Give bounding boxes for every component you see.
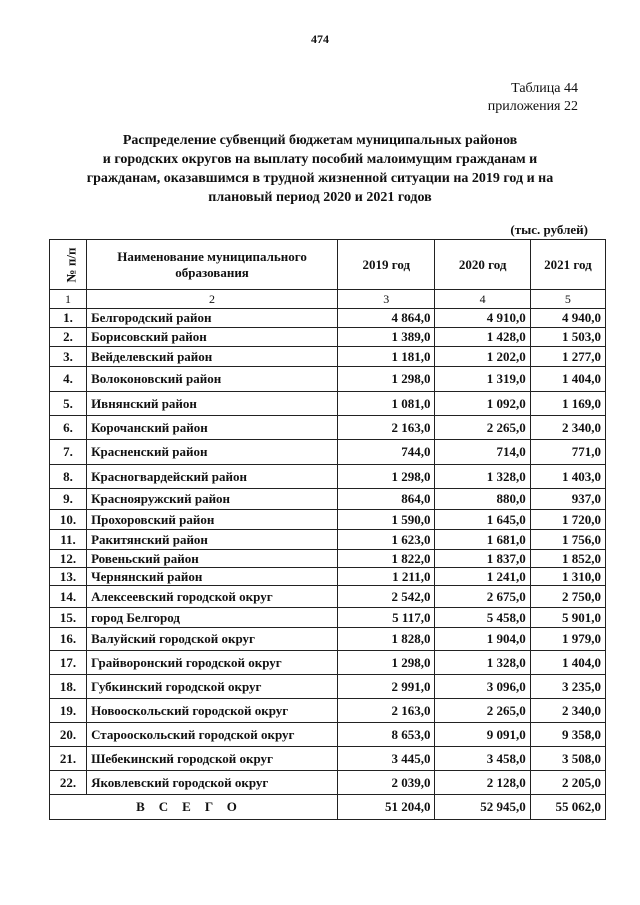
header-2020: 2020 год xyxy=(435,240,530,290)
value-2019: 2 039,0 xyxy=(338,771,435,795)
table-row xyxy=(50,530,606,550)
value-2019: 1 389,0 xyxy=(338,328,435,347)
value-2019: 1 081,0 xyxy=(338,392,435,416)
value-2020: 1 645,0 xyxy=(435,510,530,530)
value-2020: 1 681,0 xyxy=(435,530,530,550)
row-number: 9. xyxy=(50,489,87,510)
value-2021: 1 979,0 xyxy=(530,628,605,651)
row-number: 1. xyxy=(50,309,87,328)
value-2019: 1 298,0 xyxy=(338,367,435,392)
municipality-name: Алексеевский городской округ xyxy=(87,586,338,608)
table-row xyxy=(50,489,606,510)
value-2020: 1 428,0 xyxy=(435,328,530,347)
col-index-2: 2 xyxy=(87,290,338,309)
table-row xyxy=(50,465,606,489)
table-row xyxy=(50,771,606,795)
value-2019: 864,0 xyxy=(338,489,435,510)
value-2019: 2 163,0 xyxy=(338,416,435,440)
total-2021: 55 062,0 xyxy=(530,795,605,820)
value-2020: 2 128,0 xyxy=(435,771,530,795)
value-2019: 1 590,0 xyxy=(338,510,435,530)
row-number: 3. xyxy=(50,347,87,367)
value-2021: 9 358,0 xyxy=(530,723,605,747)
table-row xyxy=(50,328,606,347)
row-number: 18. xyxy=(50,675,87,699)
table-row xyxy=(50,416,606,440)
value-2021: 3 235,0 xyxy=(530,675,605,699)
table-row xyxy=(50,699,606,723)
row-number: 19. xyxy=(50,699,87,723)
row-number: 8. xyxy=(50,465,87,489)
value-2019: 744,0 xyxy=(338,440,435,465)
table-row xyxy=(50,628,606,651)
value-2021: 2 340,0 xyxy=(530,416,605,440)
value-2021: 2 340,0 xyxy=(530,699,605,723)
table-row xyxy=(50,309,606,328)
value-2021: 1 403,0 xyxy=(530,465,605,489)
row-number: 2. xyxy=(50,328,87,347)
municipality-name: Валуйский городской округ xyxy=(87,628,338,651)
value-2020: 1 092,0 xyxy=(435,392,530,416)
value-2021: 1 720,0 xyxy=(530,510,605,530)
value-2021: 1 277,0 xyxy=(530,347,605,367)
value-2020: 3 096,0 xyxy=(435,675,530,699)
value-2021: 1 404,0 xyxy=(530,367,605,392)
value-2021: 771,0 xyxy=(530,440,605,465)
municipality-name: Старооскольский городской округ xyxy=(87,723,338,747)
total-2020: 52 945,0 xyxy=(435,795,530,820)
row-number: 10. xyxy=(50,510,87,530)
municipality-name: Губкинский городской округ xyxy=(87,675,338,699)
value-2021: 2 205,0 xyxy=(530,771,605,795)
municipality-name: Ровеньский район xyxy=(87,550,338,568)
value-2019: 1 298,0 xyxy=(338,465,435,489)
table-row xyxy=(50,510,606,530)
value-2021: 4 940,0 xyxy=(530,309,605,328)
header-name-line1: Наименование муниципального xyxy=(117,248,307,264)
total-2019: 51 204,0 xyxy=(338,795,435,820)
page-number: 474 xyxy=(311,32,329,46)
row-number: 13. xyxy=(50,568,87,586)
value-2019: 1 822,0 xyxy=(338,550,435,568)
row-number: 20. xyxy=(50,723,87,747)
value-2020: 1 241,0 xyxy=(435,568,530,586)
row-number: 15. xyxy=(50,608,87,628)
value-2019: 2 163,0 xyxy=(338,699,435,723)
municipality-name: Шебекинский городской округ xyxy=(87,747,338,771)
municipality-name: город Белгород xyxy=(87,608,338,628)
value-2021: 1 169,0 xyxy=(530,392,605,416)
row-number: 12. xyxy=(50,550,87,568)
value-2019: 1 211,0 xyxy=(338,568,435,586)
header-num xyxy=(50,240,87,290)
header-num-label: № п/п xyxy=(63,247,79,282)
value-2021: 937,0 xyxy=(530,489,605,510)
value-2021: 2 750,0 xyxy=(530,586,605,608)
table-row xyxy=(50,347,606,367)
municipality-name: Ракитянский район xyxy=(87,530,338,550)
value-2019: 4 864,0 xyxy=(338,309,435,328)
value-2019: 1 298,0 xyxy=(338,651,435,675)
value-2020: 1 319,0 xyxy=(435,367,530,392)
table-ref-line2: приложения 22 xyxy=(487,99,578,114)
total-label: ВСЕГО xyxy=(50,795,338,820)
table-row xyxy=(50,675,606,699)
value-2021: 1 756,0 xyxy=(530,530,605,550)
value-2021: 1 852,0 xyxy=(530,550,605,568)
value-2019: 5 117,0 xyxy=(338,608,435,628)
municipality-name: Ивнянский район xyxy=(87,392,338,416)
value-2020: 880,0 xyxy=(435,489,530,510)
value-2019: 3 445,0 xyxy=(338,747,435,771)
col-index-5: 5 xyxy=(530,290,605,309)
title-line2: и городских округов на выплату пособий малоимущим гражданам и xyxy=(102,152,538,167)
row-number: 6. xyxy=(50,416,87,440)
row-number: 21. xyxy=(50,747,87,771)
table-row xyxy=(50,608,606,628)
value-2020: 1 328,0 xyxy=(435,651,530,675)
total-row xyxy=(50,795,606,820)
row-number: 17. xyxy=(50,651,87,675)
subsidy-table xyxy=(49,239,606,820)
municipality-name: Краснояружский район xyxy=(87,489,338,510)
value-2020: 9 091,0 xyxy=(435,723,530,747)
col-index-3: 3 xyxy=(338,290,435,309)
column-index-row xyxy=(50,290,606,309)
value-2020: 2 265,0 xyxy=(435,699,530,723)
document-title xyxy=(60,131,580,207)
municipality-name: Красногвардейский район xyxy=(87,465,338,489)
municipality-name: Прохоровский район xyxy=(87,510,338,530)
row-number: 4. xyxy=(50,367,87,392)
table-row xyxy=(50,392,606,416)
value-2020: 1 202,0 xyxy=(435,347,530,367)
municipality-name: Корочанский район xyxy=(87,416,338,440)
table-body xyxy=(50,309,606,795)
header-2021: 2021 год xyxy=(530,240,605,290)
value-2020: 5 458,0 xyxy=(435,608,530,628)
value-2020: 1 837,0 xyxy=(435,550,530,568)
municipality-name: Вейделевский район xyxy=(87,347,338,367)
header-row xyxy=(50,240,606,290)
value-2020: 1 328,0 xyxy=(435,465,530,489)
table-reference xyxy=(488,80,578,116)
value-2021: 1 503,0 xyxy=(530,328,605,347)
row-number: 5. xyxy=(50,392,87,416)
value-2019: 1 828,0 xyxy=(338,628,435,651)
row-number: 11. xyxy=(50,530,87,550)
table-row xyxy=(50,568,606,586)
value-2019: 1 181,0 xyxy=(338,347,435,367)
value-2021: 5 901,0 xyxy=(530,608,605,628)
title-line3: гражданам, оказавшимся в трудной жизненной ситуации на 2019 год и на xyxy=(86,171,554,186)
municipality-name: Грайворонский городской округ xyxy=(87,651,338,675)
col-index-4: 4 xyxy=(435,290,530,309)
title-line4: плановый период 2020 и 2021 годов xyxy=(208,190,432,205)
municipality-name: Борисовский район xyxy=(87,328,338,347)
value-2019: 1 623,0 xyxy=(338,530,435,550)
value-2019: 2 542,0 xyxy=(338,586,435,608)
value-2020: 714,0 xyxy=(435,440,530,465)
table-row xyxy=(50,586,606,608)
value-2021: 3 508,0 xyxy=(530,747,605,771)
value-2020: 1 904,0 xyxy=(435,628,530,651)
header-name xyxy=(87,240,338,290)
table-row xyxy=(50,723,606,747)
municipality-name: Волоконовский район xyxy=(87,367,338,392)
row-number: 22. xyxy=(50,771,87,795)
value-2020: 2 675,0 xyxy=(435,586,530,608)
table-ref-line1: Таблица 44 xyxy=(511,81,578,96)
header-2019: 2019 год xyxy=(338,240,435,290)
table-row xyxy=(50,550,606,568)
value-2021: 1 404,0 xyxy=(530,651,605,675)
row-number: 16. xyxy=(50,628,87,651)
table-row xyxy=(50,747,606,771)
municipality-name: Чернянский район xyxy=(87,568,338,586)
title-line1: Распределение субвенций бюджетам муниципальных районов xyxy=(122,133,518,148)
table-row xyxy=(50,367,606,392)
municipality-name: Новооскольский городской округ xyxy=(87,699,338,723)
value-2019: 8 653,0 xyxy=(338,723,435,747)
table-row xyxy=(50,651,606,675)
header-name-line2: образования xyxy=(175,264,249,280)
table-row xyxy=(50,440,606,465)
value-2020: 3 458,0 xyxy=(435,747,530,771)
value-2020: 2 265,0 xyxy=(435,416,530,440)
units-label: (тыс. рублей) xyxy=(510,222,588,237)
municipality-name: Яковлевский городской округ xyxy=(87,771,338,795)
value-2020: 4 910,0 xyxy=(435,309,530,328)
value-2019: 2 991,0 xyxy=(338,675,435,699)
municipality-name: Белгородский район xyxy=(87,309,338,328)
row-number: 14. xyxy=(50,586,87,608)
col-index-1: 1 xyxy=(50,290,87,309)
value-2021: 1 310,0 xyxy=(530,568,605,586)
municipality-name: Красненский район xyxy=(87,440,338,465)
row-number: 7. xyxy=(50,440,87,465)
